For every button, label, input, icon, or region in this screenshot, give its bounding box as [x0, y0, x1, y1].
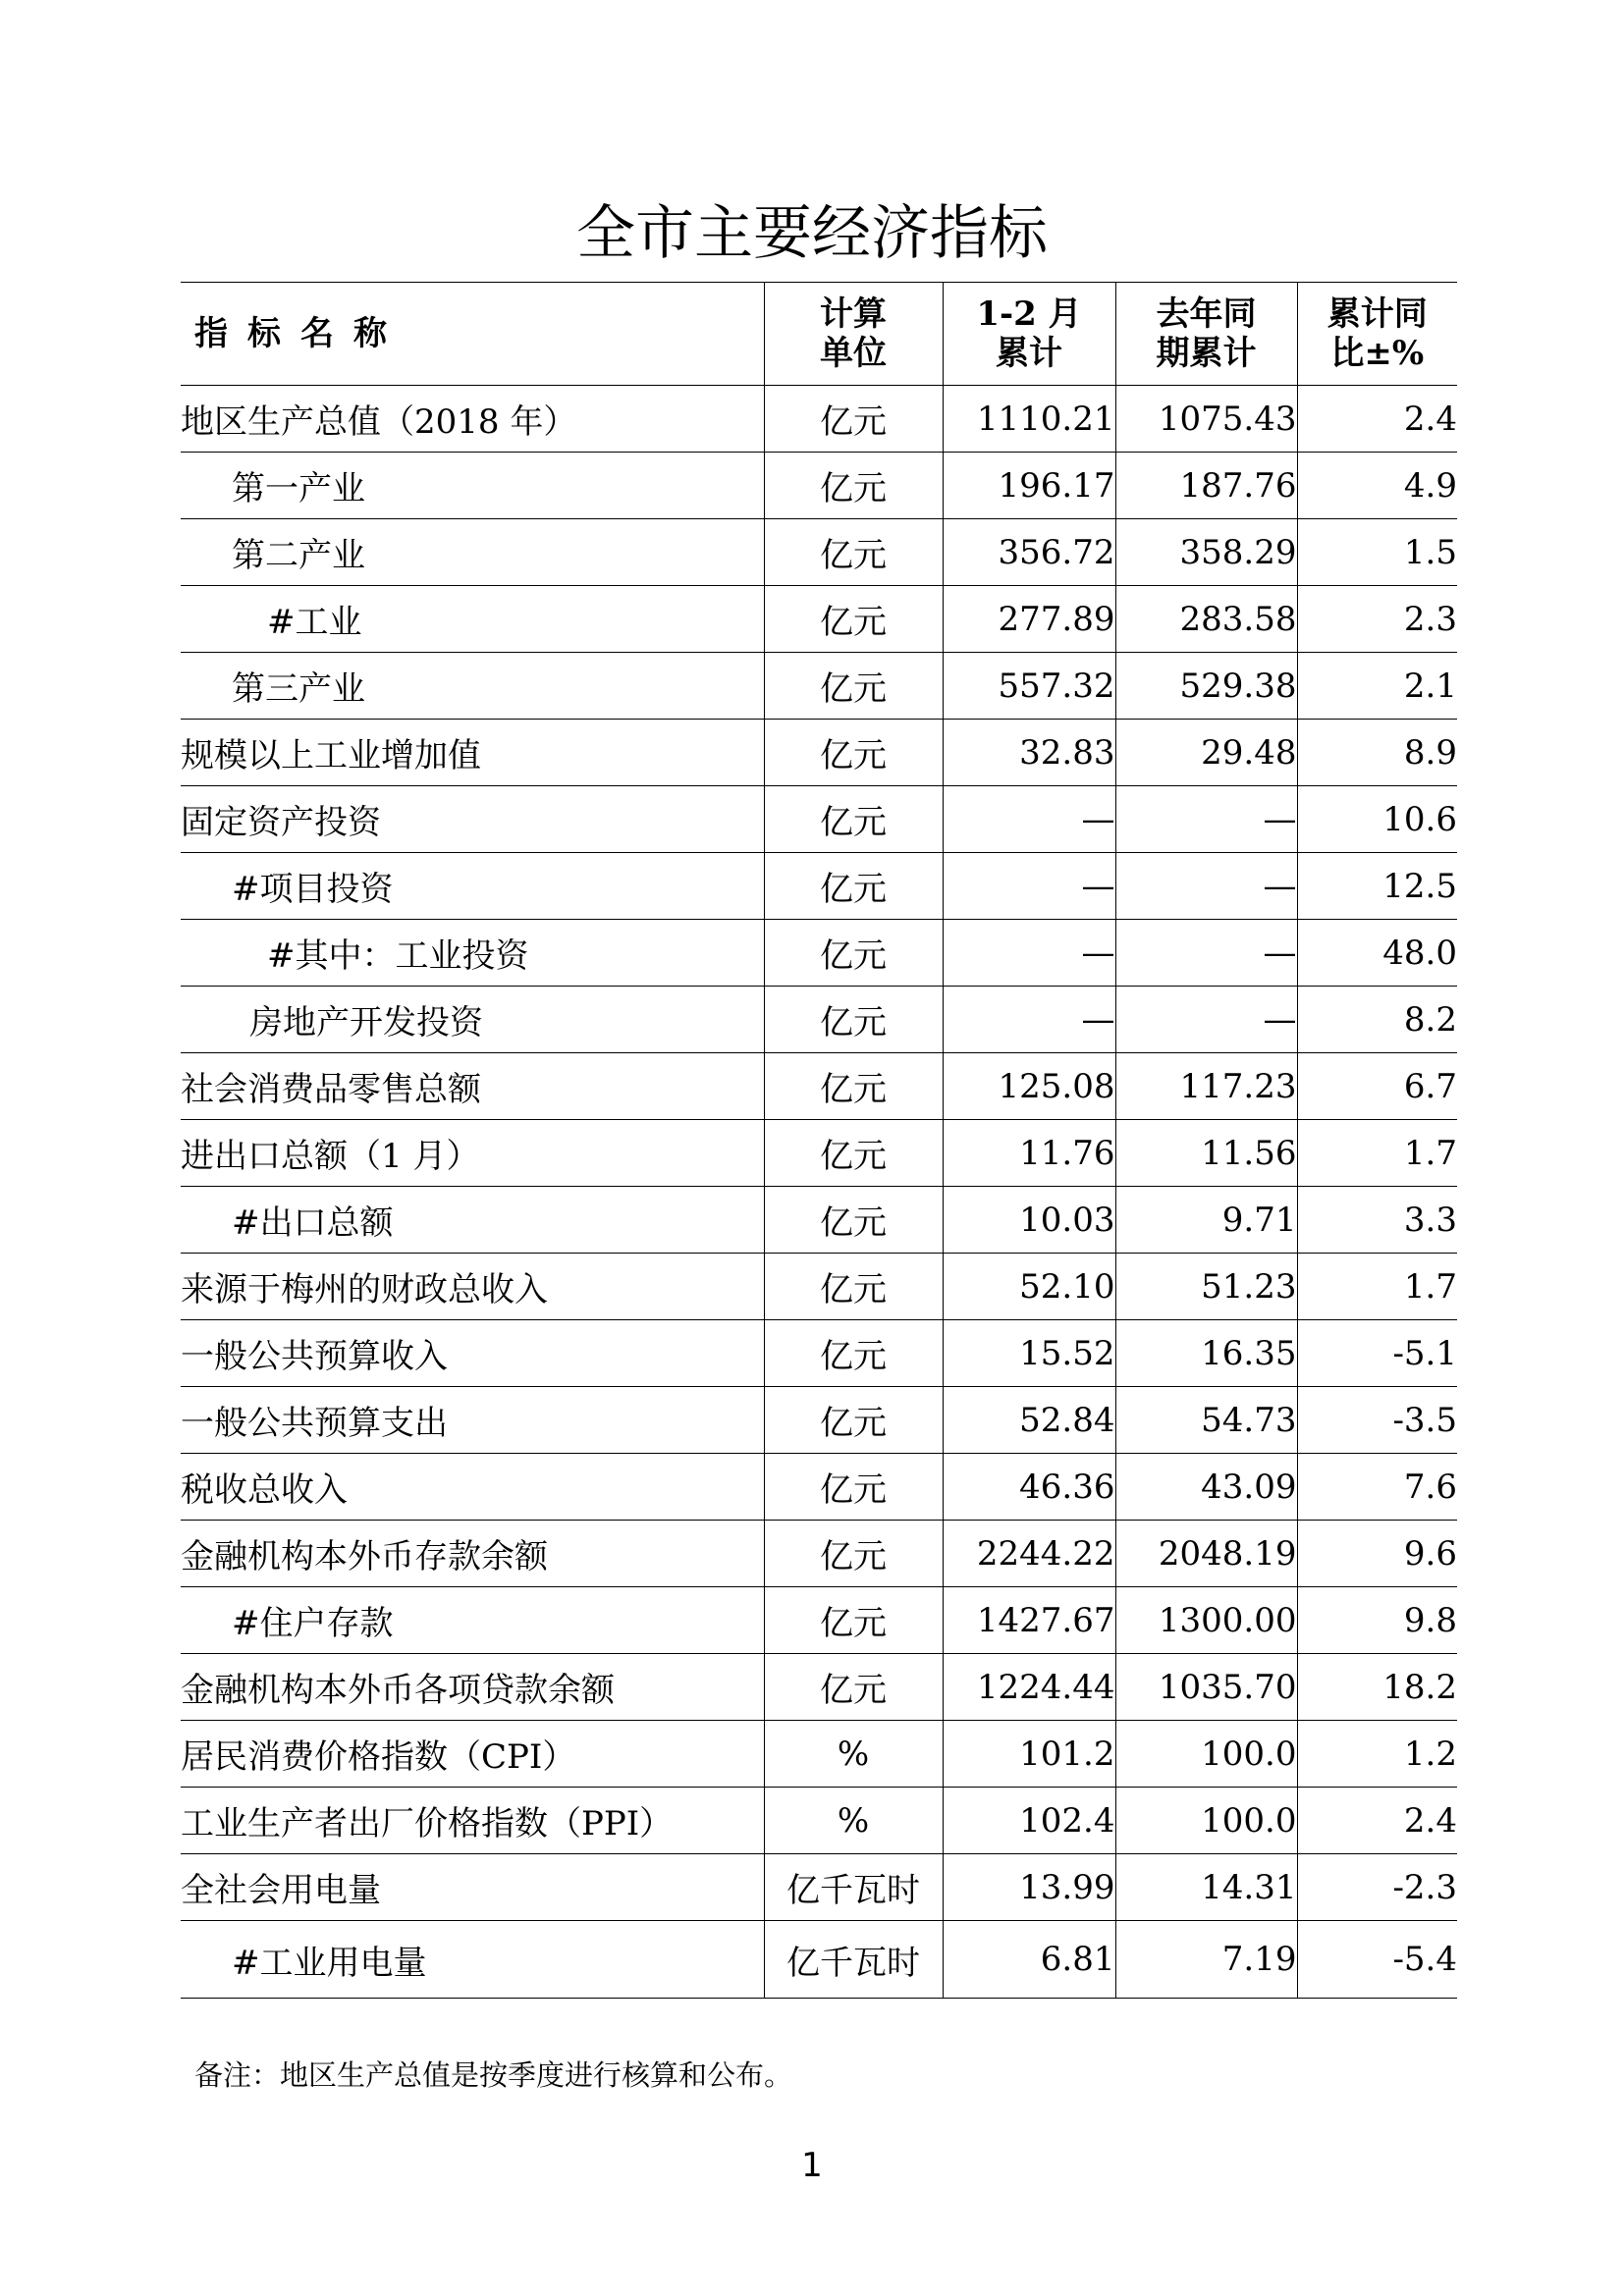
current-value: 32.83 — [943, 720, 1115, 786]
table-row — [181, 1854, 1457, 1921]
table-remark: 备注：地区生产总值是按季度进行核算和公布。 — [194, 2058, 793, 2092]
indicator-unit: 亿元 — [764, 1254, 943, 1320]
table-row — [181, 586, 1457, 653]
current-value: 11.76 — [943, 1120, 1115, 1187]
previous-value: 7.19 — [1115, 1921, 1297, 1999]
table-row — [181, 653, 1457, 720]
current-value: 2244.22 — [943, 1521, 1115, 1587]
change-value: 3.3 — [1297, 1187, 1457, 1254]
indicator-unit: 亿元 — [764, 1587, 943, 1654]
table-row — [181, 1254, 1457, 1320]
header-current-line1: 1-2 月 — [976, 294, 1082, 334]
current-value: 46.36 — [943, 1454, 1115, 1521]
current-value: 125.08 — [943, 1053, 1115, 1120]
current-value: 277.89 — [943, 586, 1115, 653]
table-row — [181, 519, 1457, 586]
table-row — [181, 453, 1457, 519]
table-row — [181, 1721, 1457, 1788]
change-value: 48.0 — [1297, 920, 1457, 987]
indicator-name: 进出口总额（1 月） — [181, 1120, 764, 1187]
change-value: 18.2 — [1297, 1654, 1457, 1721]
indicator-unit: 亿千瓦时 — [764, 1854, 943, 1921]
indicator-name: 金融机构本外币存款余额 — [181, 1521, 764, 1587]
header-unit — [764, 283, 943, 386]
current-value: 10.03 — [943, 1187, 1115, 1254]
change-value: 1.2 — [1297, 1721, 1457, 1788]
change-value: 2.4 — [1297, 386, 1457, 453]
header-previous-line1: 去年同 — [1156, 294, 1257, 334]
indicator-name: 税收总收入 — [181, 1454, 764, 1521]
indicator-unit: 亿元 — [764, 453, 943, 519]
previous-value: 1300.00 — [1115, 1587, 1297, 1654]
change-value: 8.2 — [1297, 987, 1457, 1053]
current-value: 52.84 — [943, 1387, 1115, 1454]
change-value: -2.3 — [1297, 1854, 1457, 1921]
indicator-unit: 亿元 — [764, 1454, 943, 1521]
indicator-unit: 亿元 — [764, 1521, 943, 1587]
change-value: 6.7 — [1297, 1053, 1457, 1120]
table-row — [181, 1387, 1457, 1454]
current-value: — — [943, 853, 1115, 920]
previous-value: 1035.70 — [1115, 1654, 1297, 1721]
table-row — [181, 1788, 1457, 1854]
previous-value: 29.48 — [1115, 720, 1297, 786]
header-previous-line2: 期累计 — [1156, 334, 1257, 373]
change-value: -3.5 — [1297, 1387, 1457, 1454]
previous-value: 16.35 — [1115, 1320, 1297, 1387]
header-current — [943, 283, 1115, 386]
current-value: 6.81 — [943, 1921, 1115, 1999]
previous-value: 9.71 — [1115, 1187, 1297, 1254]
current-value: 557.32 — [943, 653, 1115, 720]
indicator-name: 一般公共预算收入 — [181, 1320, 764, 1387]
page-number: 1 — [801, 2146, 823, 2185]
previous-value: — — [1115, 786, 1297, 853]
previous-value: 14.31 — [1115, 1854, 1297, 1921]
indicator-name: 规模以上工业增加值 — [181, 720, 764, 786]
previous-value: 117.23 — [1115, 1053, 1297, 1120]
page-title: 全市主要经济指标 — [576, 199, 1048, 268]
indicator-name: 第二产业 — [181, 519, 764, 586]
current-value: 196.17 — [943, 453, 1115, 519]
current-value: 1110.21 — [943, 386, 1115, 453]
current-value: 101.2 — [943, 1721, 1115, 1788]
indicator-name: 房地产开发投资 — [181, 987, 764, 1053]
change-value: 1.5 — [1297, 519, 1457, 586]
indicator-unit: % — [764, 1721, 943, 1788]
current-value: 52.10 — [943, 1254, 1115, 1320]
indicator-unit: 亿元 — [764, 1053, 943, 1120]
indicator-unit: 亿元 — [764, 386, 943, 453]
table-row — [181, 1187, 1457, 1254]
table-row — [181, 1587, 1457, 1654]
table-row — [181, 1921, 1457, 1999]
indicator-name: 第三产业 — [181, 653, 764, 720]
change-value: -5.4 — [1297, 1921, 1457, 1999]
indicator-name: #工业用电量 — [181, 1921, 764, 1999]
previous-value: — — [1115, 853, 1297, 920]
current-value: 1224.44 — [943, 1654, 1115, 1721]
table-row — [181, 853, 1457, 920]
current-value: 1427.67 — [943, 1587, 1115, 1654]
header-previous — [1115, 283, 1297, 386]
indicator-unit: 亿元 — [764, 786, 943, 853]
indicator-unit: 亿元 — [764, 1187, 943, 1254]
header-change-line1: 累计同 — [1326, 294, 1428, 334]
indicator-name: #项目投资 — [181, 853, 764, 920]
change-value: 4.9 — [1297, 453, 1457, 519]
indicator-name: 地区生产总值（2018 年） — [181, 386, 764, 453]
indicator-unit: 亿元 — [764, 720, 943, 786]
header-unit-line1: 计算 — [820, 294, 887, 334]
previous-value: 43.09 — [1115, 1454, 1297, 1521]
indicator-name: #住户存款 — [181, 1587, 764, 1654]
table-row — [181, 1120, 1457, 1187]
indicator-unit: % — [764, 1788, 943, 1854]
indicator-unit: 亿元 — [764, 519, 943, 586]
previous-value: 358.29 — [1115, 519, 1297, 586]
header-current-line2: 累计 — [996, 334, 1062, 373]
current-value: 13.99 — [943, 1854, 1115, 1921]
table-row — [181, 1654, 1457, 1721]
change-value: -5.1 — [1297, 1320, 1457, 1387]
previous-value: 54.73 — [1115, 1387, 1297, 1454]
indicator-unit: 亿元 — [764, 586, 943, 653]
current-value: 15.52 — [943, 1320, 1115, 1387]
change-value: 10.6 — [1297, 786, 1457, 853]
current-value: — — [943, 786, 1115, 853]
header-unit-line2: 单位 — [820, 334, 887, 373]
change-value: 7.6 — [1297, 1454, 1457, 1521]
indicator-unit: 亿元 — [764, 853, 943, 920]
change-value: 1.7 — [1297, 1120, 1457, 1187]
table-row — [181, 1454, 1457, 1521]
change-value: 9.8 — [1297, 1587, 1457, 1654]
indicator-name: 来源于梅州的财政总收入 — [181, 1254, 764, 1320]
indicator-unit: 亿千瓦时 — [764, 1921, 943, 1999]
indicator-name: 一般公共预算支出 — [181, 1387, 764, 1454]
header-change — [1297, 283, 1457, 386]
previous-value: — — [1115, 920, 1297, 987]
previous-value: 187.76 — [1115, 453, 1297, 519]
table-header-row — [181, 283, 1457, 386]
table-row — [181, 1320, 1457, 1387]
table-row — [181, 987, 1457, 1053]
previous-value: — — [1115, 987, 1297, 1053]
indicators-table — [181, 282, 1457, 1999]
header-indicator-name: 指标名称 — [181, 283, 764, 386]
change-value: 1.7 — [1297, 1254, 1457, 1320]
current-value: — — [943, 987, 1115, 1053]
table-row — [181, 920, 1457, 987]
indicator-name: #工业 — [181, 586, 764, 653]
indicator-name: 社会消费品零售总额 — [181, 1053, 764, 1120]
previous-value: 100.0 — [1115, 1721, 1297, 1788]
indicator-unit: 亿元 — [764, 1387, 943, 1454]
indicator-name: 金融机构本外币各项贷款余额 — [181, 1654, 764, 1721]
table-row — [181, 386, 1457, 453]
table-row — [181, 1521, 1457, 1587]
previous-value: 2048.19 — [1115, 1521, 1297, 1587]
indicator-name: 第一产业 — [181, 453, 764, 519]
indicator-unit: 亿元 — [764, 653, 943, 720]
change-value: 9.6 — [1297, 1521, 1457, 1587]
table-row — [181, 720, 1457, 786]
change-value: 12.5 — [1297, 853, 1457, 920]
indicator-name: #其中：工业投资 — [181, 920, 764, 987]
previous-value: 51.23 — [1115, 1254, 1297, 1320]
indicator-name: 居民消费价格指数（CPI） — [181, 1721, 764, 1788]
previous-value: 1075.43 — [1115, 386, 1297, 453]
previous-value: 100.0 — [1115, 1788, 1297, 1854]
change-value: 2.4 — [1297, 1788, 1457, 1854]
indicator-unit: 亿元 — [764, 1120, 943, 1187]
indicator-unit: 亿元 — [764, 1320, 943, 1387]
change-value: 8.9 — [1297, 720, 1457, 786]
indicator-unit: 亿元 — [764, 920, 943, 987]
indicator-name: 工业生产者出厂价格指数（PPI） — [181, 1788, 764, 1854]
indicator-name: #出口总额 — [181, 1187, 764, 1254]
indicator-name: 固定资产投资 — [181, 786, 764, 853]
indicator-unit: 亿元 — [764, 1654, 943, 1721]
current-value: — — [943, 920, 1115, 987]
indicator-name: 全社会用电量 — [181, 1854, 764, 1921]
current-value: 102.4 — [943, 1788, 1115, 1854]
current-value: 356.72 — [943, 519, 1115, 586]
previous-value: 529.38 — [1115, 653, 1297, 720]
header-change-line2: 比±% — [1330, 334, 1425, 373]
previous-value: 283.58 — [1115, 586, 1297, 653]
change-value: 2.1 — [1297, 653, 1457, 720]
indicator-unit: 亿元 — [764, 987, 943, 1053]
table-row — [181, 1053, 1457, 1120]
table-row — [181, 786, 1457, 853]
change-value: 2.3 — [1297, 586, 1457, 653]
previous-value: 11.56 — [1115, 1120, 1297, 1187]
